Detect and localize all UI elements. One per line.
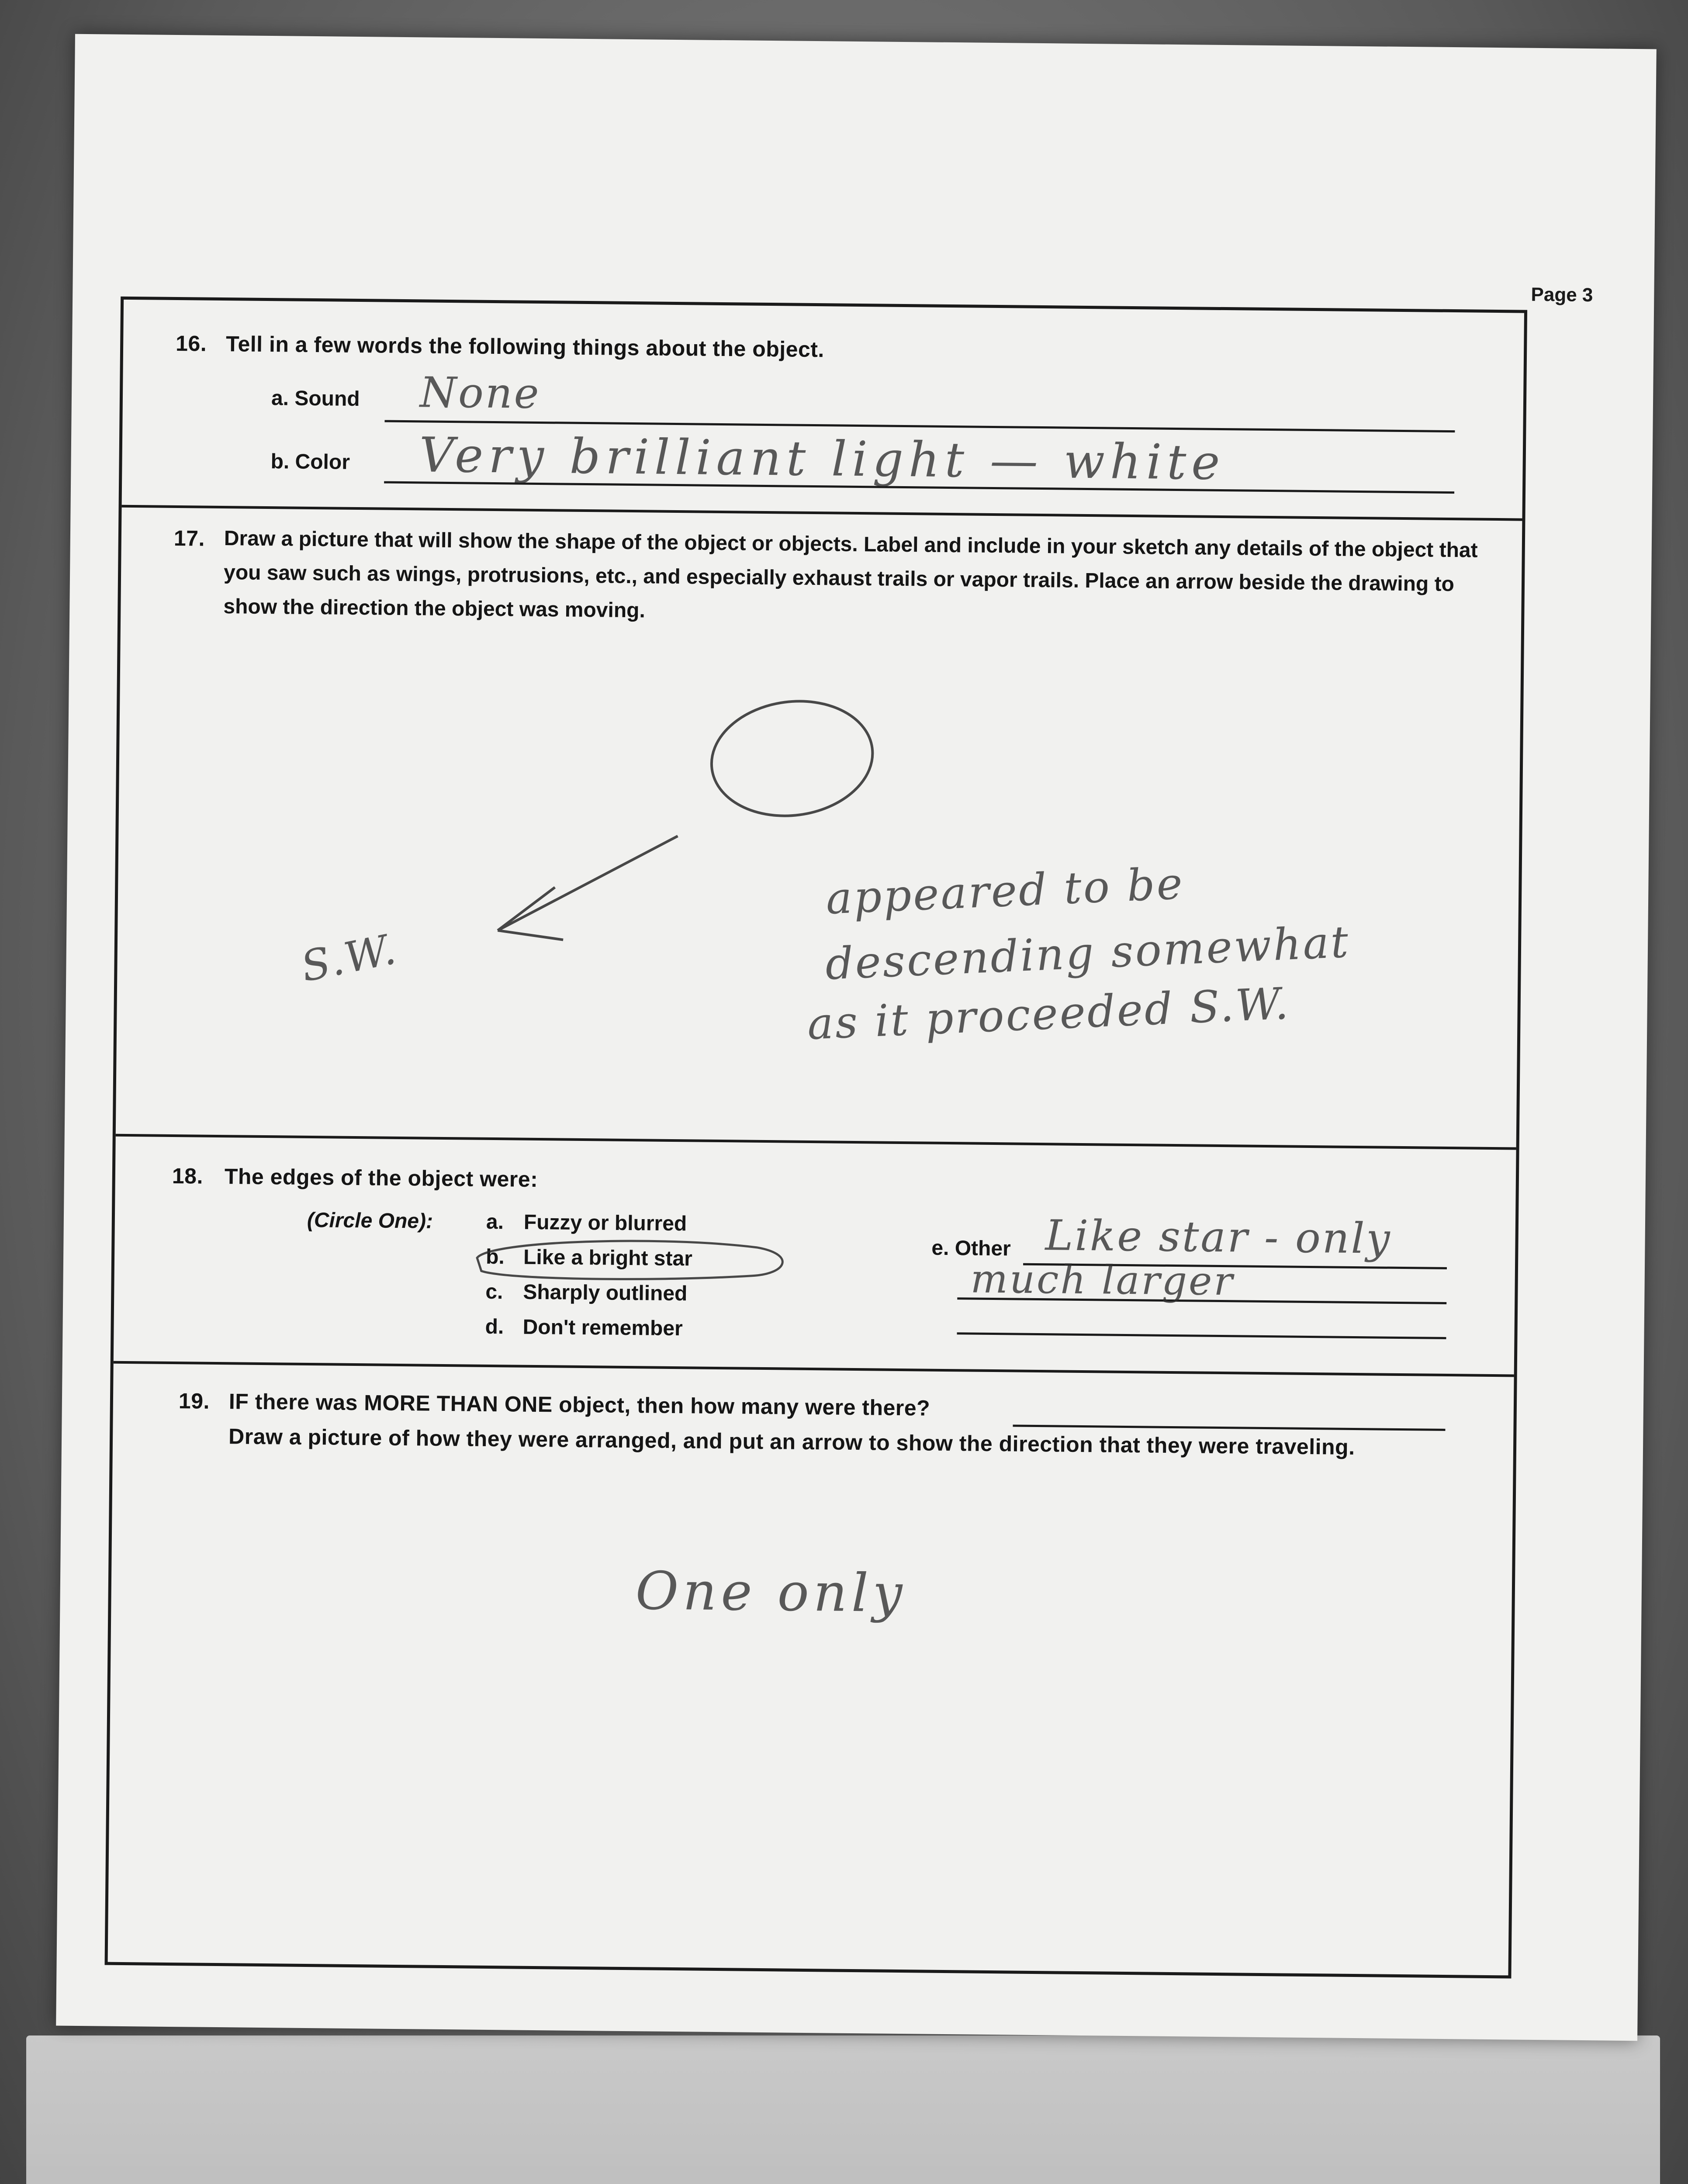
option-text: Don't remember: [522, 1315, 683, 1341]
option-key: a.: [486, 1210, 504, 1234]
q18-number: 18.: [172, 1163, 204, 1189]
object-circle-drawing: [705, 692, 880, 826]
form-page: [56, 34, 1657, 2041]
option-key: b.: [485, 1245, 505, 1269]
circle-one-instruction: (Circle One):: [307, 1208, 433, 1233]
q19-prompt-line-1: IF there was MORE THAN ONE object, then how many were there?: [228, 1389, 930, 1420]
sound-answer: None: [419, 368, 541, 418]
count-answer-line: [1013, 1424, 1445, 1431]
sketch-note-line-1: appeared to be: [825, 857, 1185, 924]
option-key: c.: [485, 1280, 503, 1304]
questionnaire-form: [105, 297, 1528, 1979]
sketch-note-line-2: descending somewhat: [824, 916, 1351, 990]
q19-number: 19.: [178, 1389, 210, 1413]
underlying-sheet: [26, 2035, 1660, 2184]
option-text: Sharply outlined: [523, 1280, 688, 1306]
count-answer: One only: [635, 1561, 907, 1624]
q17-number: 17.: [173, 525, 205, 551]
sketch-direction-label: S.W.: [297, 924, 401, 992]
direction-arrow-drawing: [498, 834, 678, 941]
sketch-note-line-3: as it proceeded S.W.: [806, 978, 1291, 1050]
question-17: [116, 505, 1522, 1147]
q18-prompt: The edges of the object were:: [224, 1164, 538, 1192]
option-text: Fuzzy or blurred: [523, 1210, 687, 1236]
color-answer: Very brilliant light — white: [419, 427, 1225, 491]
option-key: d.: [485, 1315, 504, 1339]
other-answer-2: much larger: [970, 1256, 1235, 1305]
option-text: Like a bright star: [523, 1245, 693, 1271]
color-label: b. Color: [270, 450, 350, 474]
other-label: e. Other: [931, 1236, 1011, 1261]
page-number: Page 3: [1531, 283, 1593, 306]
question-19: [107, 1361, 1514, 1982]
question-16: [122, 300, 1524, 518]
sound-label: a. Sound: [271, 387, 360, 411]
object-sketch: [116, 508, 1520, 1146]
other-answer-1: Like star - only: [1045, 1211, 1392, 1263]
q16-number: 16.: [175, 331, 207, 356]
q17-prompt: Draw a picture that will show the shape of the object or objects. Label and include in your sketch any details of the object that you saw such as wings, protrusions, etc., and especially exhaust trails or vapor trails. Place an arrow beside the drawing to show the direction the object was moving.: [223, 527, 1478, 622]
q16-prompt: Tell in a few words the following things about the object.: [225, 332, 825, 362]
question-18: [114, 1134, 1516, 1375]
q19-prompt-line-2: Draw a picture of how they were arranged, and put an arrow to show the direction that they were traveling.: [228, 1424, 1355, 1459]
